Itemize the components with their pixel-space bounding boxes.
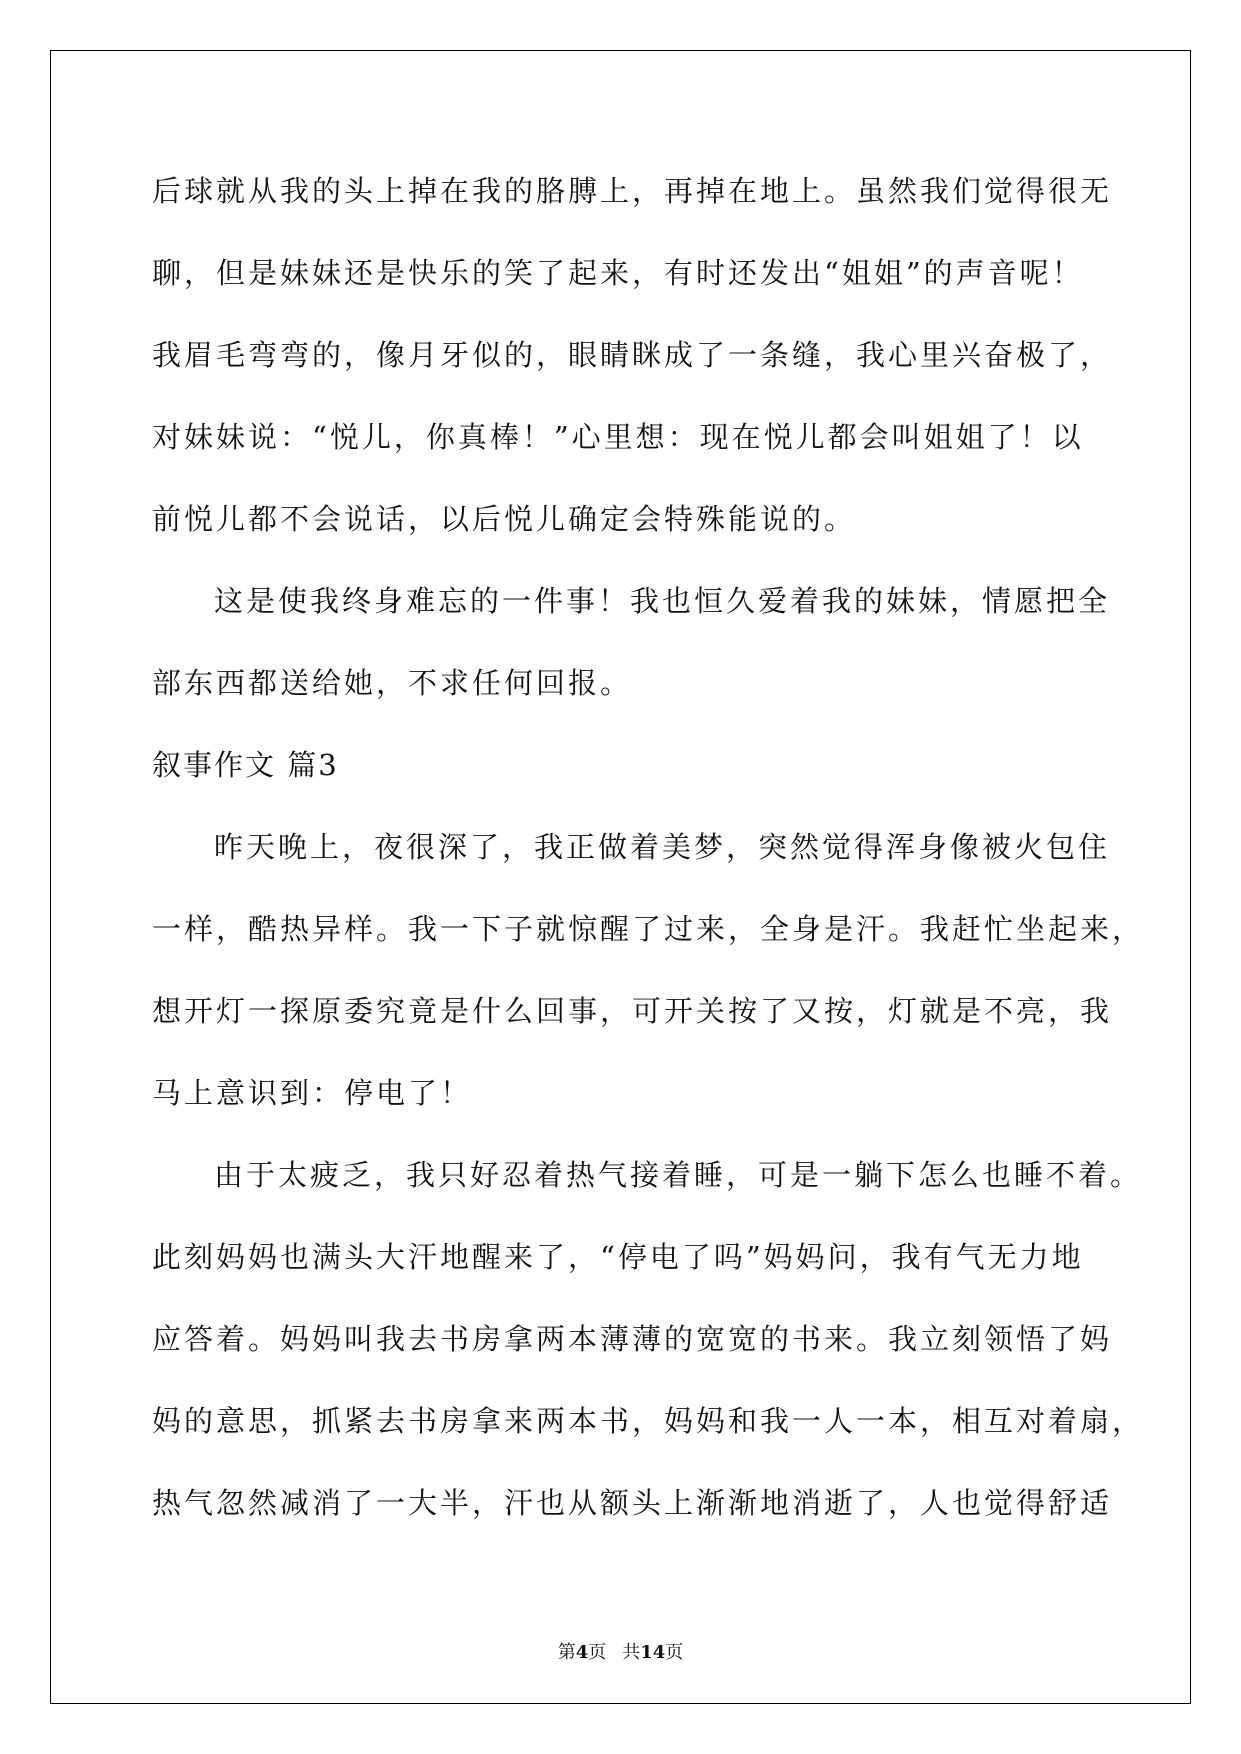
text-line: 应答着。妈妈叫我去书房拿两本薄薄的宽宽的书来。我立刻领悟了妈: [152, 1322, 1113, 1356]
page-border: [50, 50, 1191, 1704]
text-line: 马上意识到：停电了！: [152, 1076, 473, 1110]
paragraph-first-line: 由于太疲乏，我只好忍着热气接着睡，可是一躺下怎么也睡不着。: [214, 1158, 1143, 1192]
text-line: 妈的意思，抓紧去书房拿来两本书，妈妈和我一人一本，相互对着扇，: [152, 1404, 1145, 1438]
text-line: 想开灯一探原委究竟是什么回事，可开关按了又按，灯就是不亮，我: [152, 994, 1113, 1028]
text-line: 聊，但是妹妹还是快乐的笑了起来，有时还发出“姐姐”的声音呢！: [152, 256, 1084, 290]
section-heading: 叙事作文 篇3: [152, 748, 339, 782]
text-line: 此刻妈妈也满头大汗地醒来了，“停电了吗”妈妈问，我有气无力地: [152, 1240, 1084, 1274]
paragraph-first-line: 昨天晚上，夜很深了，我正做着美梦，突然觉得浑身像被火包住: [214, 830, 1111, 864]
text-line: 后球就从我的头上掉在我的胳膊上，再掉在地上。虽然我们觉得很无: [152, 174, 1113, 208]
page-suffix: 页: [588, 1642, 607, 1663]
text-line: 热气忽然减消了一大半，汗也从额头上渐渐地消逝了，人也觉得舒适: [152, 1486, 1113, 1520]
text-line: 我眉毛弯弯的，像月牙似的，眼睛眯成了一条缝，我心里兴奋极了，: [152, 338, 1113, 372]
page-prefix: 第: [557, 1642, 576, 1663]
text-line: 部东西都送给她，不求任何回报。: [152, 666, 633, 700]
page-number: 4: [575, 1642, 589, 1663]
total-pages: 14: [640, 1642, 666, 1663]
total-prefix: 共: [622, 1642, 641, 1663]
total-suffix: 页: [665, 1642, 684, 1663]
text-line: 前悦儿都不会说话，以后悦儿确定会特殊能说的。: [152, 502, 857, 536]
paragraph-first-line: 这是使我终身难忘的一件事！我也恒久爱着我的妹妹，情愿把全: [214, 584, 1111, 618]
text-line: 一样，酷热异样。我一下子就惊醒了过来，全身是汗。我赶忙坐起来，: [152, 912, 1145, 946]
text-line: 对妹妹说：“悦儿，你真棒！”心里想：现在悦儿都会叫姐姐了！以: [152, 420, 1084, 454]
page-footer: [0, 1638, 1241, 1664]
